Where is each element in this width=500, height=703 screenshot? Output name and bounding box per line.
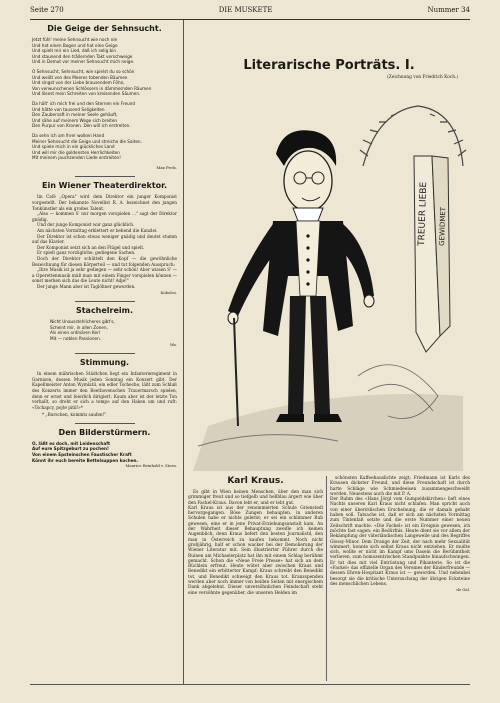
paragraph: Der Komponist setzt sich an den Flügel und spielt.: [37, 244, 145, 250]
poem-line: Und staunend den trällernden Takt verschweige: [32, 53, 133, 59]
poem-stanza: [32, 101, 177, 129]
poem-line: Jetzt fühl' meine Sehnsucht wie noch nie: [32, 37, 118, 42]
poem: [32, 37, 177, 161]
verse-line: Auf eure Spitzgeburt zu pochen!: [32, 446, 109, 452]
separator: [75, 301, 135, 302]
issue-number: Nummer 34: [427, 6, 470, 14]
paragraph: „Also — kommen S' nur morgen vorspielen ..." sagt der Direktor gnädig.: [32, 211, 177, 222]
column-divider: [183, 20, 184, 685]
separator: [75, 423, 135, 424]
poem-line: Da sehn ich am Ihrer wolken Hand: [32, 132, 105, 138]
column-divider-bottom: [326, 476, 327, 681]
verse-line: Als einen ordinären Kerl: [50, 330, 100, 336]
right-column-heading: [188, 24, 470, 80]
paragraph: Doch der Direktor schüttelt den Kopf — die gewöhnliche Bezeichnung für diesen Körperteil — und tut folgenden Ausspruch:: [32, 256, 177, 267]
poem-stanza: [32, 133, 177, 161]
bilder-signature: Maurice Reinhold v. Stern.: [125, 463, 177, 469]
poem-line: Und sähe auf meinem Wege sich breiten: [32, 117, 118, 123]
bilder-section: [32, 428, 177, 469]
portrait-title: Literarische Porträts. I.: [243, 58, 415, 73]
sash-text-2: GEWIDMET: [438, 206, 448, 247]
poem-line: Und spielt mir ein Lied, daß ich selig bin: [32, 48, 117, 54]
poem-line: Und singst von der Liebe brausendem Föhn,: [32, 80, 125, 86]
footer-rule: [30, 684, 470, 685]
kraus-title: Karl Kraus.: [227, 476, 284, 486]
verse-line: Nicht Unausstehlicheres gibt's,: [50, 319, 115, 325]
poem-line: Und hat einen Bogen und hat eine Geige: [32, 42, 118, 48]
kraus-signature: de Gal.: [456, 587, 470, 593]
verse-line: O, läßt es doch, mit Leidenschaft: [32, 440, 111, 446]
verse-line: Könnt ihr euch bereite Bettelsuppen kochen.: [32, 457, 139, 463]
poem-stanza: [32, 69, 177, 97]
poem-line: Mit meinem jauchzenden Liede erstreiten!: [32, 155, 121, 161]
stachelreim-signature: Wa.: [169, 341, 177, 347]
drawing-credit: (Zeichnung von Friedrich Koch.): [387, 75, 458, 80]
paragraph: Er spielt ganz vorzügliche, gediegene Sachen.: [37, 250, 136, 256]
poem-line: Und weißt von des Meeres tobenden Bäumen: [32, 74, 128, 80]
poem-line: Den Zaubersaft in meiner Seele gehäuft,: [32, 112, 118, 118]
stimmung-title: Stimmung.: [79, 358, 130, 368]
caricature-illustration: [188, 96, 468, 471]
paragraph: Der junge Mann aber ist Taglöhner geworden.: [37, 283, 136, 289]
header-rule: [30, 19, 470, 20]
page-number: Seite 270: [30, 6, 64, 14]
left-column: [32, 24, 177, 475]
poem-title: Die Geige der Sehnsucht.: [47, 24, 162, 33]
poem-signature: Max Prels.: [156, 164, 177, 170]
stimmung-section: [32, 358, 177, 418]
sash-text: TREUER LIEBE: [417, 181, 430, 247]
footnote: * „Burschen, kommts saufen!": [42, 412, 107, 418]
poem-line: Und lösest mein Schreiten von kreisenden Säumen.: [32, 91, 141, 97]
separator: [75, 353, 135, 354]
paragraph: Und der junge Komponist war ganz glücklich.: [37, 222, 135, 228]
bilder-title: Den Bilderstürmern.: [58, 427, 151, 437]
verse-line: Mit — noblen Passionen.: [50, 335, 102, 341]
poem-line: Und spiele mich in ein glückliches Land: [32, 144, 115, 150]
theater-title: Ein Wiener Theaterdirektor.: [41, 181, 168, 191]
paragraph: Im Café „Opera" wird dem Direktor ein junger Komponist vorgestellt. Der bekannte Novellist R. A. bezeichnet den jungen Tonkünstler als ein großes Talent.: [32, 194, 177, 211]
poem-line: Da hält' ich mich frei und den Sternen ein Freund: [32, 100, 136, 106]
poem-line: Von verwunschenen Schlössern in dämmernden Räumen: [32, 85, 152, 91]
poem-line: O Sehnsucht, Sehnsucht, wie spielst du so schön: [32, 68, 135, 74]
paragraph: In einem mährischen Städtchen liegt ein Infanterieregiment in Garnison, dessen Musik jeden Sonntag ein Konzert gibt. Der Kapellmeister Anton Wymlatil, ein edler Tscheche, läßt zum Schluß des Konzerts immer den Beethovenschen Trauermarsch spielen, denn er ernst und feierlich dirigiert. Kaum aber ist der letzte Ton verhallt, so dreht er sich a tempo auf den Haken um und ruft: «Tschapcy, pojte pitil!»*: [32, 371, 177, 410]
poem-line: Und in Demut vor meiner Sehnsucht mich neige.: [32, 59, 135, 65]
separator: [75, 176, 135, 177]
kraus-col2-body: schönsten Kaffeehauslichte zeigt; Friedmann ist Karls des Krausen dickster Freund, und diese Freundschaft ist durch harte Schläge wie Schmiedeeisen zusammengeschweißt worden. Neuestens auch die mit P. A. Der Ruhm des «Hans Jörgl vom Gumpoldskirchen» lieft eines Nachts unseren Karl Kraus nicht schlafen. Man spricht auch von einer überirdischen Erscheinung, die er damals gehabt haben soll. Tatsache ist, daß er sich am nächsten Vormittag zum Tintenfaß setzte und die erste Nummer einer neuen Zeitschrift machte. «Die Fackel» ist ein Ereignis gewesen, ich möchte fast sagen: ein Bedürfnis. Heute dient sie vor allem der Bekämpfung der väterländischen Langeweile und des Begriffes Glossy-Minor. Dem Drange der Zeit, der nach mehr Sexualität wimmert, konnte sich selbst Kraus nicht entziehen. Er mußte sich, wollte er nicht im Kampf ums Dasein die Berühmtheit verlieren, zum homozentrischen Standpunkte hinaufschwingen. Er tat dies mit viel Entrüstung und Pikanterie. So ist die «Fackel» das offizielle Organ des Vereines der Kinderfreunde — dessen Ehren-Hospitant Kraus ist — geworden. Und nebenbei besorgt sie die kritische Untersuchung der übrigen Ecksteine des menschlichen Lebens.: [330, 476, 470, 587]
poem-stanza: [32, 37, 177, 65]
verse-line: Von einem Epsteinschen Faustischer Kraft: [32, 452, 132, 458]
poem-line: Den Purpur von Kronen. Den will ich erstreiten.: [32, 123, 131, 129]
journal-title: DIE MUSKETE: [218, 6, 273, 14]
theater-section: [32, 181, 177, 295]
page-header: [30, 6, 470, 18]
poem-line: Meiner Sehnsucht die Geige und streiche die Saiten.: [32, 138, 142, 144]
paragraph: Am nächsten Vormittag erklettert er behend die Kanzlei.: [37, 228, 158, 234]
stachelreim-section: [32, 306, 177, 347]
theater-signature: Kobolos.: [160, 289, 177, 295]
poem-line: Und will mir die goldensten Herrlichkeiten: [32, 149, 120, 155]
stachelreim-title: Stachelreim.: [75, 306, 134, 316]
kraus-text-col1: Es gibt in Wien keinen Menschen, über den man sich grimmiger freut und so tiefgelb und hellblau ärgert wie über den Fackel-Kraus. Davon lebt er, und er lebt gut. Karl Kraus ist aus der renommierten Schule Grienstedl hervorgegangen. Böse Zungen behaupten, in anderen Schulen habe er nichts gelernt; er sei ein schlimmer Bub gewesen, eine er in jene Privat-Erziehungsanstalt kam. An der Wahrheit dieser Behauptung zweifle ich keinen Augenblick, denn Kraus liefert den besten Journalistil, den man in Österreich zu kaufen bekommt. Noch nicht großjährig, half er schon wacker bei der Demolierung der Wiener Literatur mit. Sein illustrierter Führer durch die Ruinen am Michaelerplatz hat ihn mit einem Schlag berühmt gemacht. Schon die «Neue Freie Presse» hat sich an dem Büchlein erfreut. Heute wütet aber zwischen Kraus und Benedikt ein erbitterter Kampf: Kraus schreibt den Benedikt tot, und Benedikt schweigt den Kraus tot. Kranzspenden werden aber noch immer von beiden Seiten mit energischem Dank abgelehnt. Dieser unversöhnlichen Feindschaft steht eine versöhnte gegenüber, die unseren Helden im: [188, 490, 323, 596]
verse-line: Scheint mir, in allen Zonen,: [50, 324, 108, 330]
paragraph: „Ihre Musik ist ja sehr gediegen — sehr schön! Aber wissen S' — a Operettenmusik müß man mit einem Finger vorspielen können — sonst merken sich das die Leute nicht! Adje!": [32, 267, 177, 284]
kraus-text-col2: [330, 476, 470, 593]
paragraph: Der Direktor ist schon etwas weniger gnädig und deutet stumm auf das Klavier.: [32, 233, 177, 245]
poem-line: Und hätte von tausend Seligkeiten: [32, 106, 105, 112]
